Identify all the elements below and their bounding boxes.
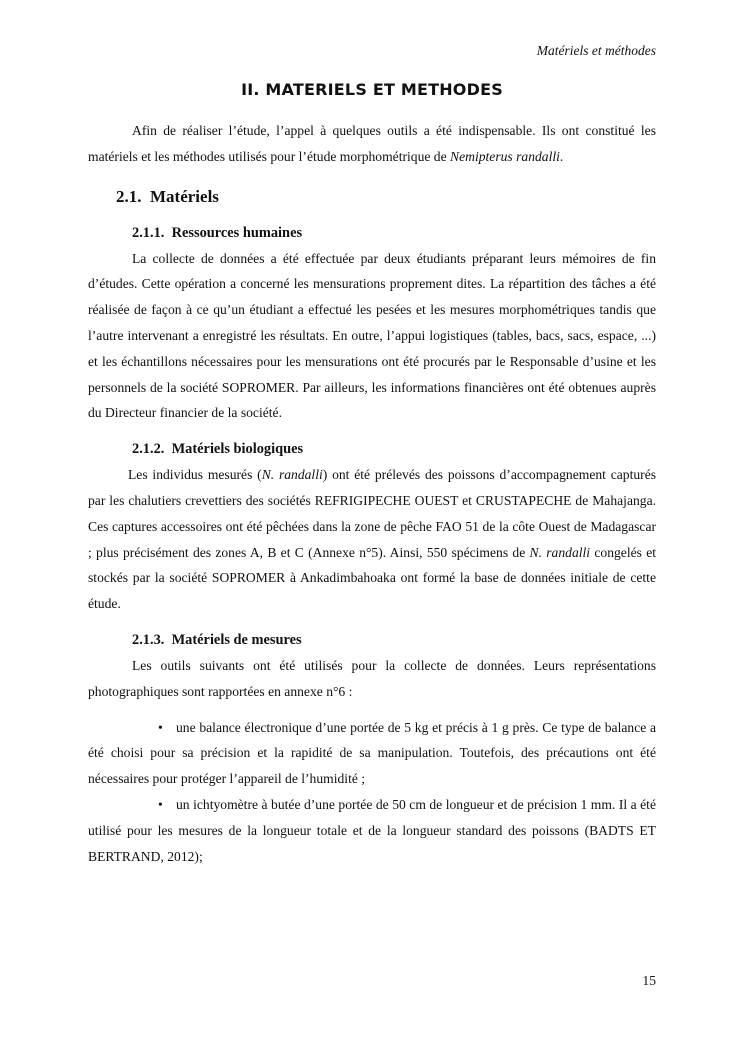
subsection-heading-2: [132, 436, 656, 462]
species-name: Nemipterus randalli: [450, 148, 560, 164]
list-item-text: une balance électronique d’une portée de 5 kg et précis à 1 g près. Ce type de balance a été choisi pour sa précision et la rapidité de sa manipulation. Toutefois, des précautions ont été nécessaires pour protéger l’appareil de l’humidité ;: [88, 719, 656, 787]
section-title: Matériels: [150, 186, 219, 206]
text-run: congelés et stockés par la société SOPROMER à Ankadimbahoaka ont formé la base de données initiale de cette étude.: [88, 544, 657, 612]
biological-materials-paragraph: [88, 462, 656, 617]
bullet-icon: •: [158, 719, 163, 735]
chapter-title: II. MATERIELS ET METHODES: [241, 80, 503, 99]
subsection-heading-3: [132, 627, 656, 653]
intro-text: Afin de réaliser l’étude, l’appel à quelques outils a été indispensable. Ils ont constitué les matériels et les méthodes utilisés pour l’étude morphométrique de: [88, 123, 656, 164]
text-run: Les individus mesurés (: [128, 467, 262, 483]
list-item-text: un ichtyomètre à butée d’une portée de 50 cm de longueur et de précision 1 mm. Il a été utilisé pour les mesures de la longueur totale et de la longueur standard des poissons (BADTS ET BERTRAND, 2012);: [88, 796, 656, 864]
list-item: [88, 715, 656, 792]
subsection-title: Matériels de mesures: [171, 631, 302, 648]
subsection-title: Matériels biologiques: [171, 441, 304, 458]
intro-paragraph: [88, 118, 656, 170]
list-item: [88, 792, 656, 869]
page-number: 15: [642, 973, 656, 988]
running-header: Matériels et méthodes: [536, 43, 656, 58]
human-resources-paragraph: La collecte de données a été effectuée par deux étudiants préparant leurs mémoires de fin d’études. Cette opération a concerné les mensurations proprement dites. La répartition des tâches a été réalisée de façon à ce qu’un étudiant a effectué les pesées et les mesures morphométriques tandis que l’autre intervenant a enregistré les résultats. En outre, l’appui logistiques (tables, bacs, sacs, espace, ...) et les échantillons nécessaires pour les mensurations ont été procurés par le Responsable d’usine et les personnels de la société SOPROMER. Par ailleurs, les informations financières ont été obtenues auprès du Directeur financier de la société.: [88, 250, 656, 421]
subsection-number: 2.1.1.: [132, 224, 165, 241]
subsection-number: 2.1.2.: [132, 441, 165, 458]
text-run: ) ont été prélevés des poissons d’accompagnement capturés par les chalutiers crevettiers des sociétés REFRIGIPECHE OUEST et CRUSTAPECHE de Mahajanga. Ces captures accessoires ont été pêchées dans la zone de pêche FAO 51 de la côte Ouest de Madagascar ; plus précisément des zones A, B et C (Annexe n°5). Ainsi, 550 spécimens de: [88, 467, 657, 560]
subsection-title: Ressources humaines: [171, 224, 303, 241]
species-name: N. randalli: [529, 544, 591, 560]
page-body: [88, 118, 656, 869]
section-number: 2.1.: [116, 186, 142, 206]
species-name: N. randalli: [261, 467, 323, 483]
subsection-heading-1: [132, 220, 656, 246]
section-heading: [116, 184, 656, 210]
measurement-materials-paragraph: Les outils suivants ont été utilisés pour la collecte de données. Leurs représentations photographiques sont rapportées en annexe n°6 :: [88, 657, 656, 699]
bullet-icon: •: [158, 796, 163, 812]
intro-end: .: [559, 148, 564, 164]
subsection-number: 2.1.3.: [132, 631, 165, 648]
